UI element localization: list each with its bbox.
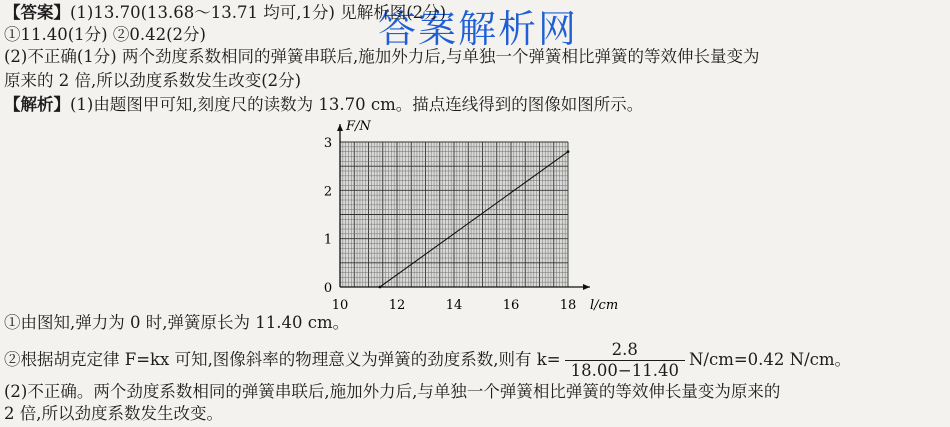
chart-grid (340, 142, 568, 287)
y-axis-arrow (337, 124, 343, 131)
analysis-line-5: 2 倍,所以劲度系数发生改变。 (4, 404, 223, 423)
x-tick-label: 10 (331, 298, 349, 313)
answer-line-3: (2)不正确(1分) 两个劲度系数相同的弹簧串联后,施加外力后,与单独一个弹簧相比弹簧的等效伸长量变为 (4, 47, 760, 66)
answer-line-4: 原来的 2 倍,所以劲度系数发生改变(2分) (4, 71, 302, 90)
y-axis-label: F/N (346, 119, 371, 134)
data-point (567, 150, 570, 153)
analysis-line-2: ①由图知,弹力为 0 时,弹簧原长为 11.40 cm。 (4, 313, 350, 332)
analysis-tag: 【解析】 (4, 95, 70, 114)
answer-part1: (1)13.70(13.68～13.71 均可,1分) 见解析图(2分) (70, 3, 447, 22)
force-length-chart (300, 112, 640, 317)
watermark-logo: 答案解析网 (378, 0, 578, 53)
x-axis-label: l/cm (590, 298, 619, 313)
analysis-line-3 (4, 340, 851, 381)
analysis-line3-pre: ②根据胡克定律 F=kx 可知,图像斜率的物理意义为弹簧的劲度系数,则有 k= (4, 350, 561, 369)
x-tick-label: 14 (445, 298, 463, 313)
analysis-line-4: (2)不正确。两个劲度系数相同的弹簧串联后,施加外力后,与单独一个弹簧相比弹簧的等效伸长量变为原来的 (4, 382, 781, 401)
answer-line-2: ①11.40(1分) ②0.42(2分) (4, 25, 206, 44)
fraction-denominator: 18.00−11.40 (570, 361, 679, 380)
y-tick-label: 2 (323, 184, 333, 200)
fraction-numerator: 2.8 (565, 340, 685, 361)
slope-fraction (565, 340, 685, 381)
data-point (379, 286, 382, 289)
analysis-line3-post: N/cm=0.42 N/cm。 (688, 350, 852, 369)
y-tick-label: 0 (323, 281, 333, 296)
x-tick-label: 16 (502, 298, 520, 313)
x-axis-arrow (583, 284, 590, 290)
analysis-part1: (1)由题图甲可知,刻度尺的读数为 13.70 cm。描点连线得到的图像如图所示。 (70, 95, 644, 114)
x-tick-label: 12 (388, 298, 406, 313)
x-tick-label: 18 (559, 298, 577, 313)
y-tick-label: 1 (323, 232, 333, 248)
y-tick-label: 3 (323, 136, 333, 151)
answer-tag: 【答案】 (4, 3, 70, 22)
answer-line-1 (4, 2, 446, 24)
